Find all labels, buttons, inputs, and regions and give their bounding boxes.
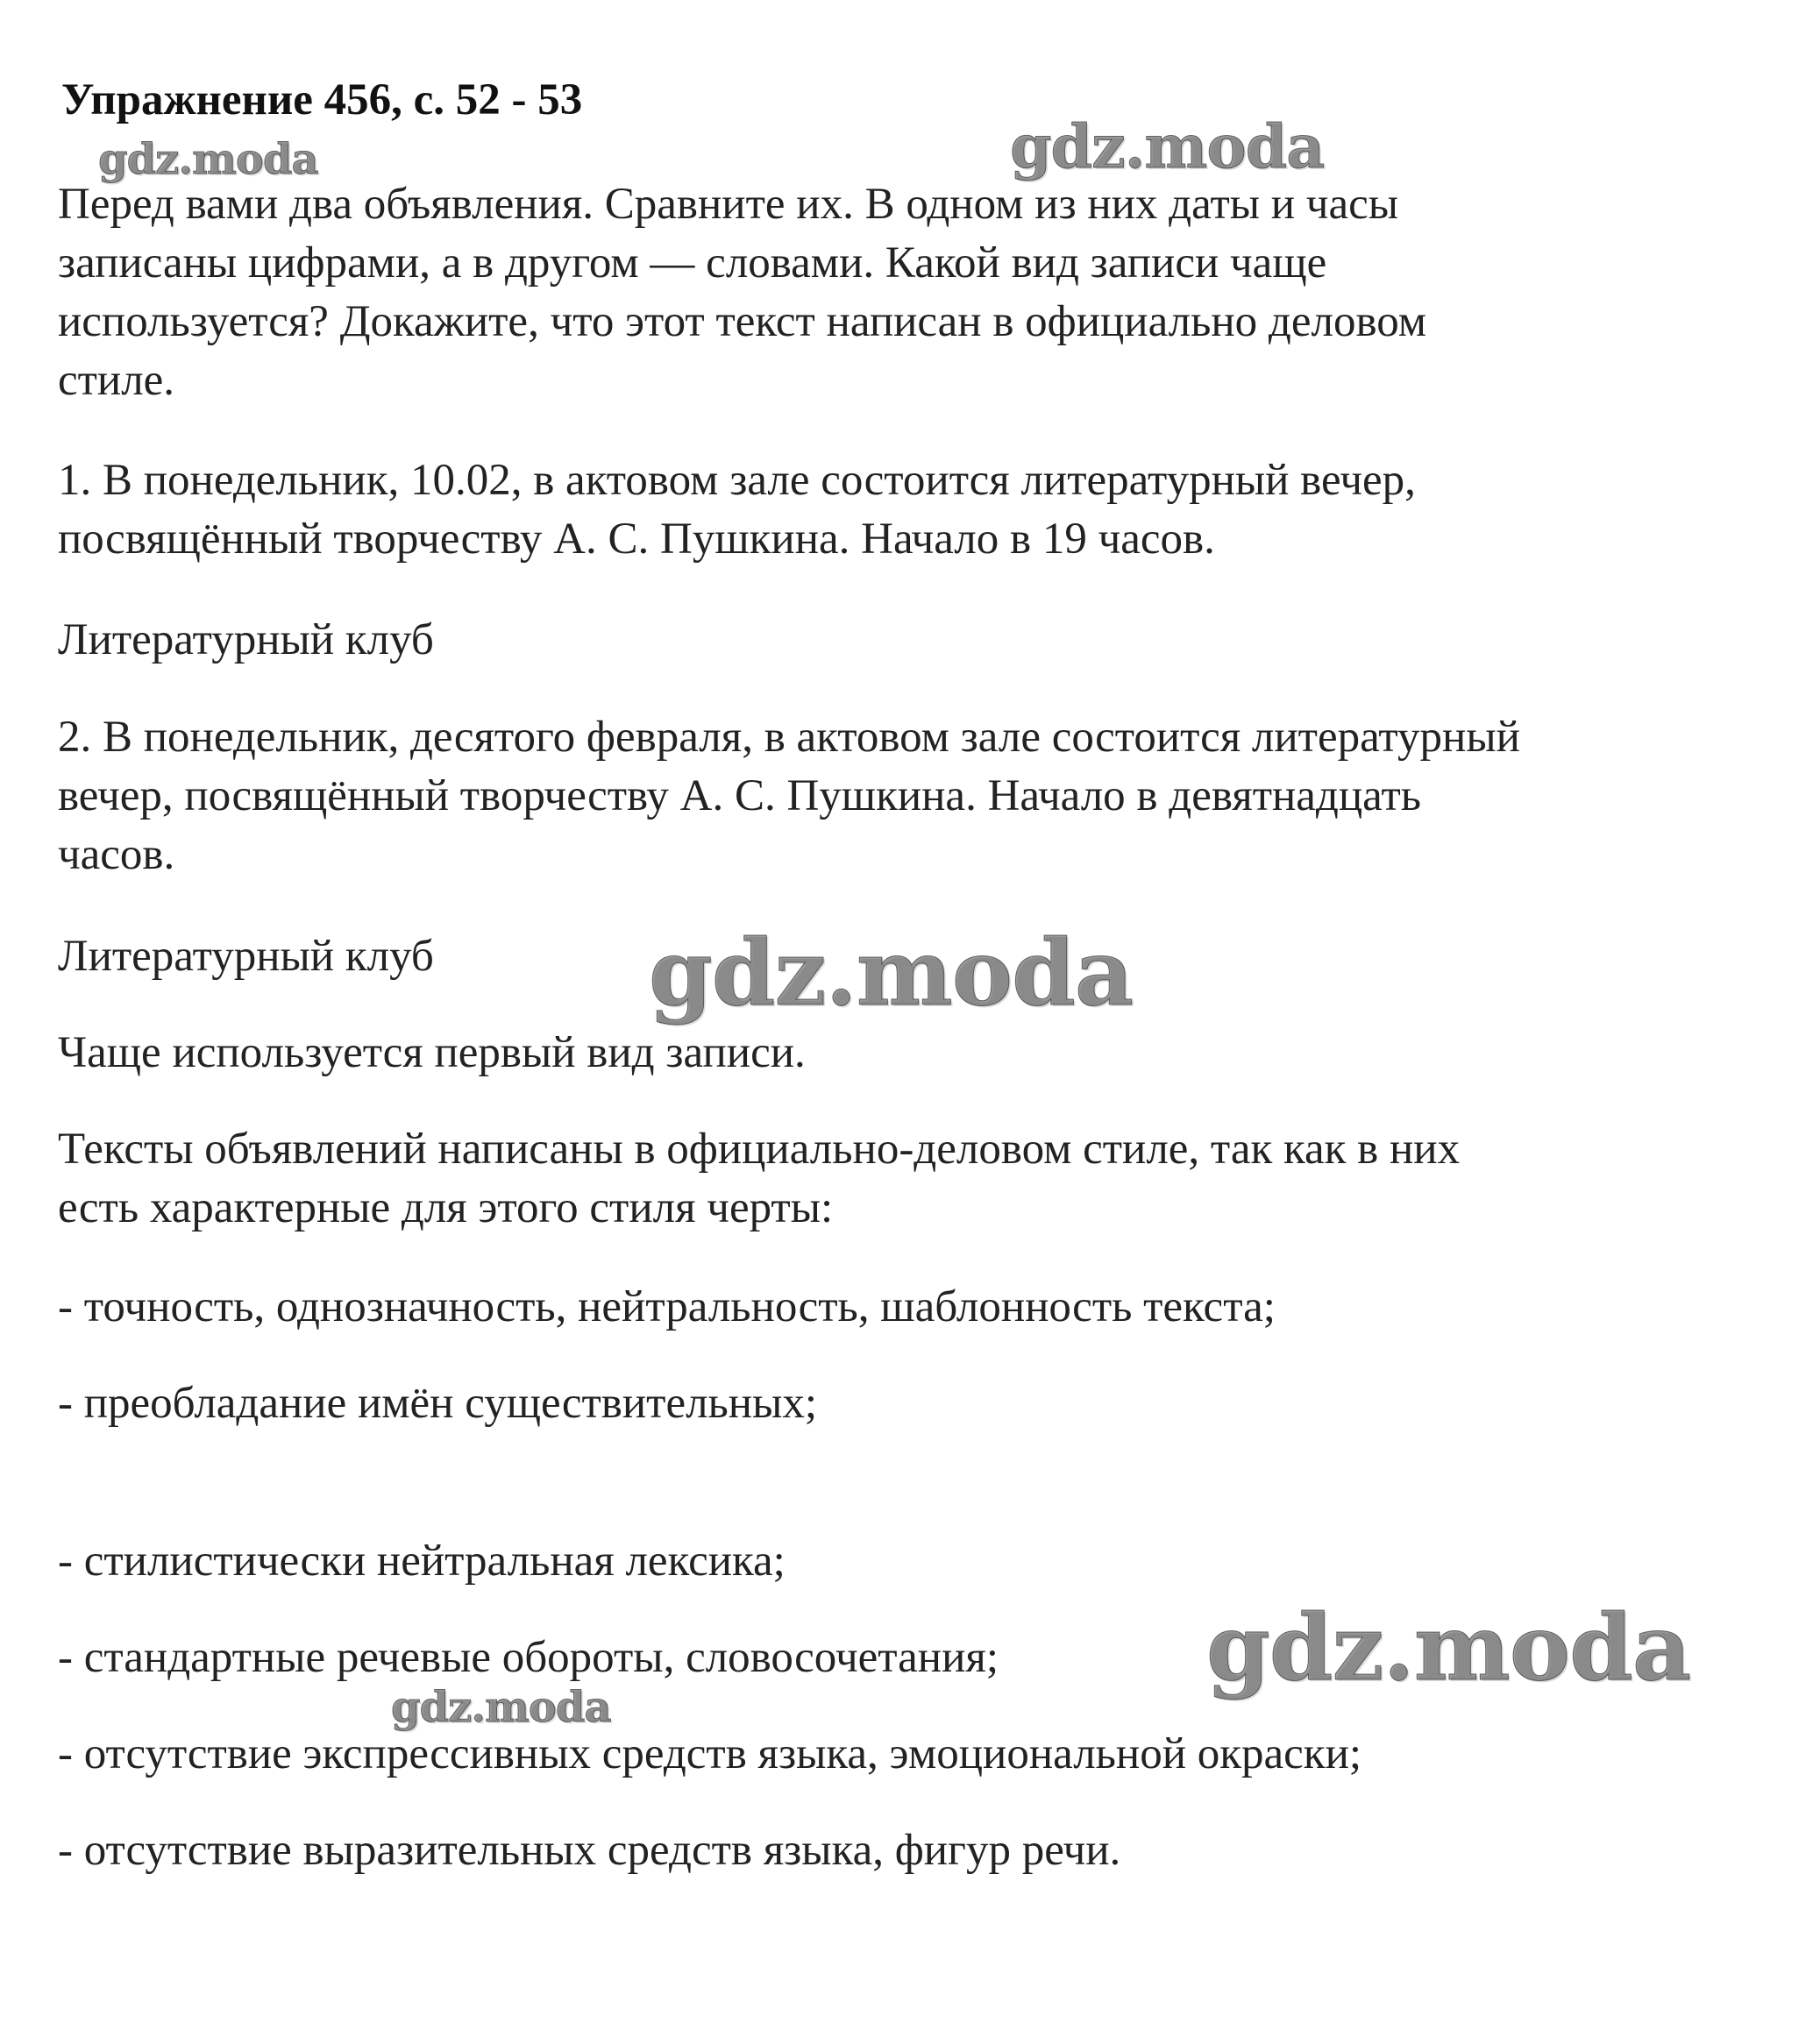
feature-item — [58, 1532, 1776, 1591]
answer-line: есть характерные для этого стиля черты: — [58, 1183, 834, 1232]
feature-item — [58, 1725, 1776, 1784]
announcement-line: часов. — [58, 830, 175, 879]
watermark: gdz.moda — [98, 135, 318, 184]
answer-line: Чаще используется первый вид записи. — [58, 1028, 806, 1077]
answer-line: Тексты объявлений написаны в официально-деловом стиле, так как в них — [58, 1125, 1461, 1174]
signature-text: Литературный клуб — [58, 932, 434, 981]
feature-text: - отсутствие экспрессивных средств языка, эмоциональной окраски; — [58, 1729, 1362, 1778]
feature-text: - отсутствие выразительных средств языка, фигур речи. — [58, 1826, 1121, 1875]
feature-item — [58, 1278, 1776, 1337]
watermark: gdz.moda — [1206, 1594, 1691, 1701]
signature-1 — [58, 611, 1776, 670]
announcement-1 — [58, 451, 1776, 569]
task-line: Перед вами два объявления. Сравните их. В одном из них даты и часы — [58, 180, 1398, 229]
watermark: gdz.moda — [391, 1683, 611, 1732]
task-line: стиле. — [58, 356, 175, 405]
signature-text: Литературный клуб — [58, 615, 434, 664]
watermark: gdz.moda — [1010, 112, 1325, 182]
exercise-title: Упражнение 456, с. 52 - 53 — [61, 75, 583, 124]
answer-second — [58, 1120, 1776, 1238]
announcement-line: вечер, посвящённый творчеству А. С. Пушкина. Начало в девятнадцать — [58, 771, 1422, 820]
feature-item — [58, 1821, 1776, 1880]
feature-text: - стандартные речевые обороты, словосочетания; — [58, 1633, 999, 1682]
task-text — [58, 175, 1776, 410]
announcement-line: посвящённый творчеству А. С. Пушкина. Начало в 19 часов. — [58, 515, 1215, 564]
feature-text: - стилистически нейтральная лексика; — [58, 1537, 786, 1586]
announcement-line: 1. В понедельник, 10.02, в актовом зале состоится литературный вечер, — [58, 456, 1416, 505]
announcement-line: 2. В понедельник, десятого февраля, в актовом зале состоится литературный — [58, 713, 1520, 762]
watermark: gdz.moda — [649, 919, 1134, 1026]
task-line: записаны цифрами, а в другом — словами. Какой вид записи чаще — [58, 238, 1327, 287]
answer-first — [58, 1024, 1776, 1082]
feature-text: - преобладание имён существительных; — [58, 1379, 818, 1428]
feature-text: - точность, однозначность, нейтральность, шаблонность текста; — [58, 1282, 1276, 1331]
task-line: используется? Докажите, что этот текст написан в официально деловом — [58, 297, 1427, 346]
feature-item — [58, 1374, 1776, 1433]
announcement-2 — [58, 708, 1776, 884]
